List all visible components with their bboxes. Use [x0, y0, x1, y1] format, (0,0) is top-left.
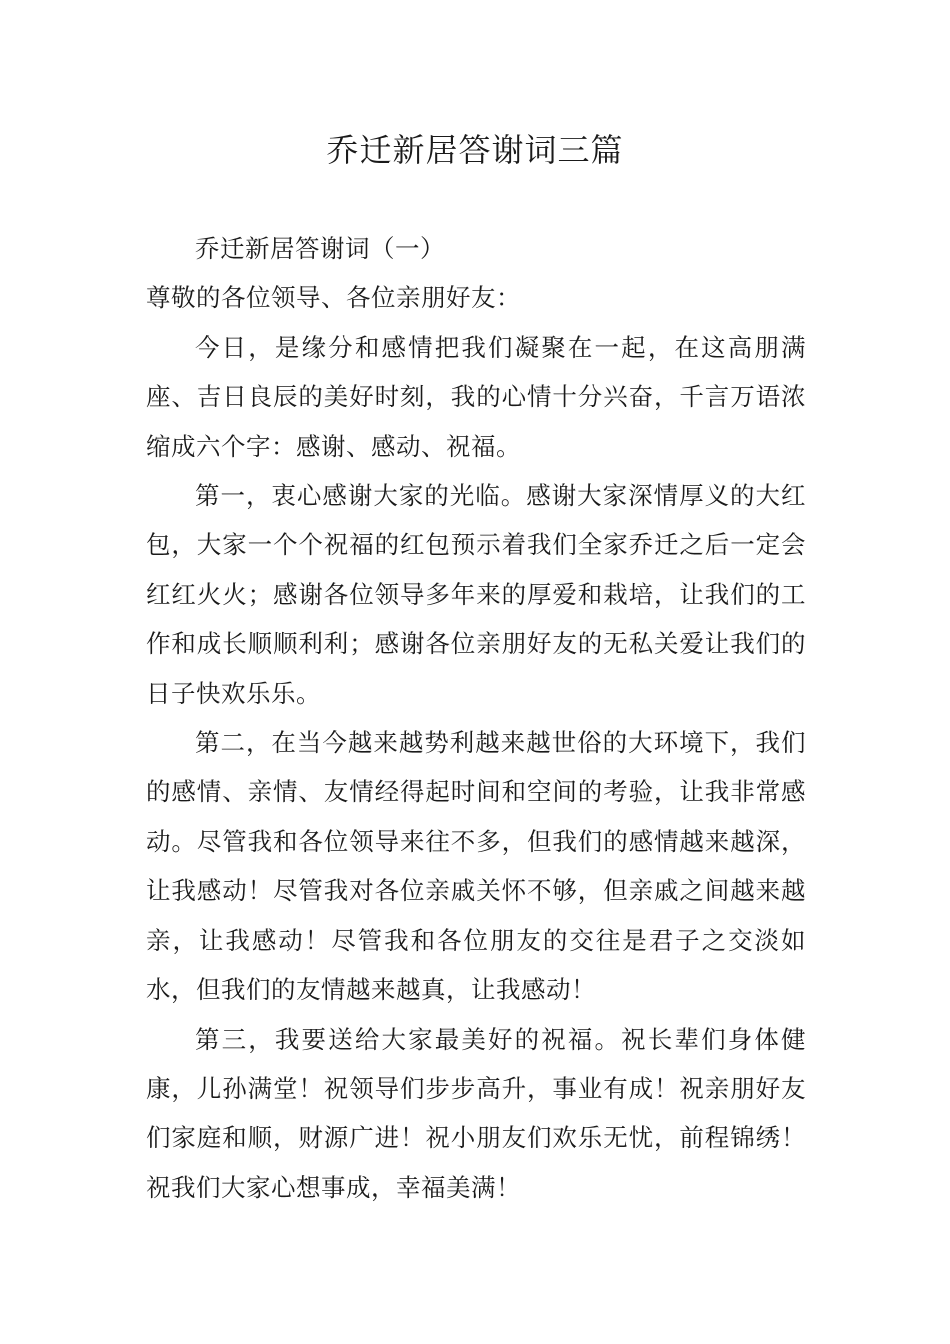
- paragraph-blessings: 第三，我要送给大家最美好的祝福。祝长辈们身体健康，儿孙满堂！祝领导们步步高升，事业有成！祝亲朋好友们家庭和顺，财源广进！祝小朋友们欢乐无忧，前程锦绣！祝我们大家心想事成，幸福美满！: [146, 1024, 806, 1202]
- paragraph-intro: 今日，是缘分和感情把我们凝聚在一起，在这高朋满座、吉日良辰的美好时刻，我的心情十分兴奋，千言万语浓缩成六个字：感谢、感动、祝福。: [146, 332, 806, 461]
- section-heading: 乔迁新居答谢词（一）: [195, 234, 445, 263]
- paragraph-moved: 第二，在当今越来越势利越来越世俗的大环境下，我们的感情、亲情、友情经得起时间和空间的考验，让我非常感动。尽管我和各位领导来往不多，但我们的感情越来越深，让我感动！尽管我对各位亲戚关怀不够，但亲戚之间越来越亲，让我感动！尽管我和各位朋友的交往是君子之交淡如水，但我们的友情越来越真，让我感动！: [146, 728, 806, 1005]
- paragraph-thanks: 第一，衷心感谢大家的光临。感谢大家深情厚义的大红包，大家一个个祝福的红包预示着我们全家乔迁之后一定会红红火火；感谢各位领导多年来的厚爱和栽培，让我们的工作和成长顺顺利利；感谢各位亲朋好友的无私关爱让我们的日子快欢乐乐。: [146, 481, 806, 708]
- document-body: [146, 224, 806, 1212]
- document-title: 乔迁新居答谢词三篇: [326, 131, 624, 169]
- salutation: 尊敬的各位领导、各位亲朋好友：: [146, 283, 521, 313]
